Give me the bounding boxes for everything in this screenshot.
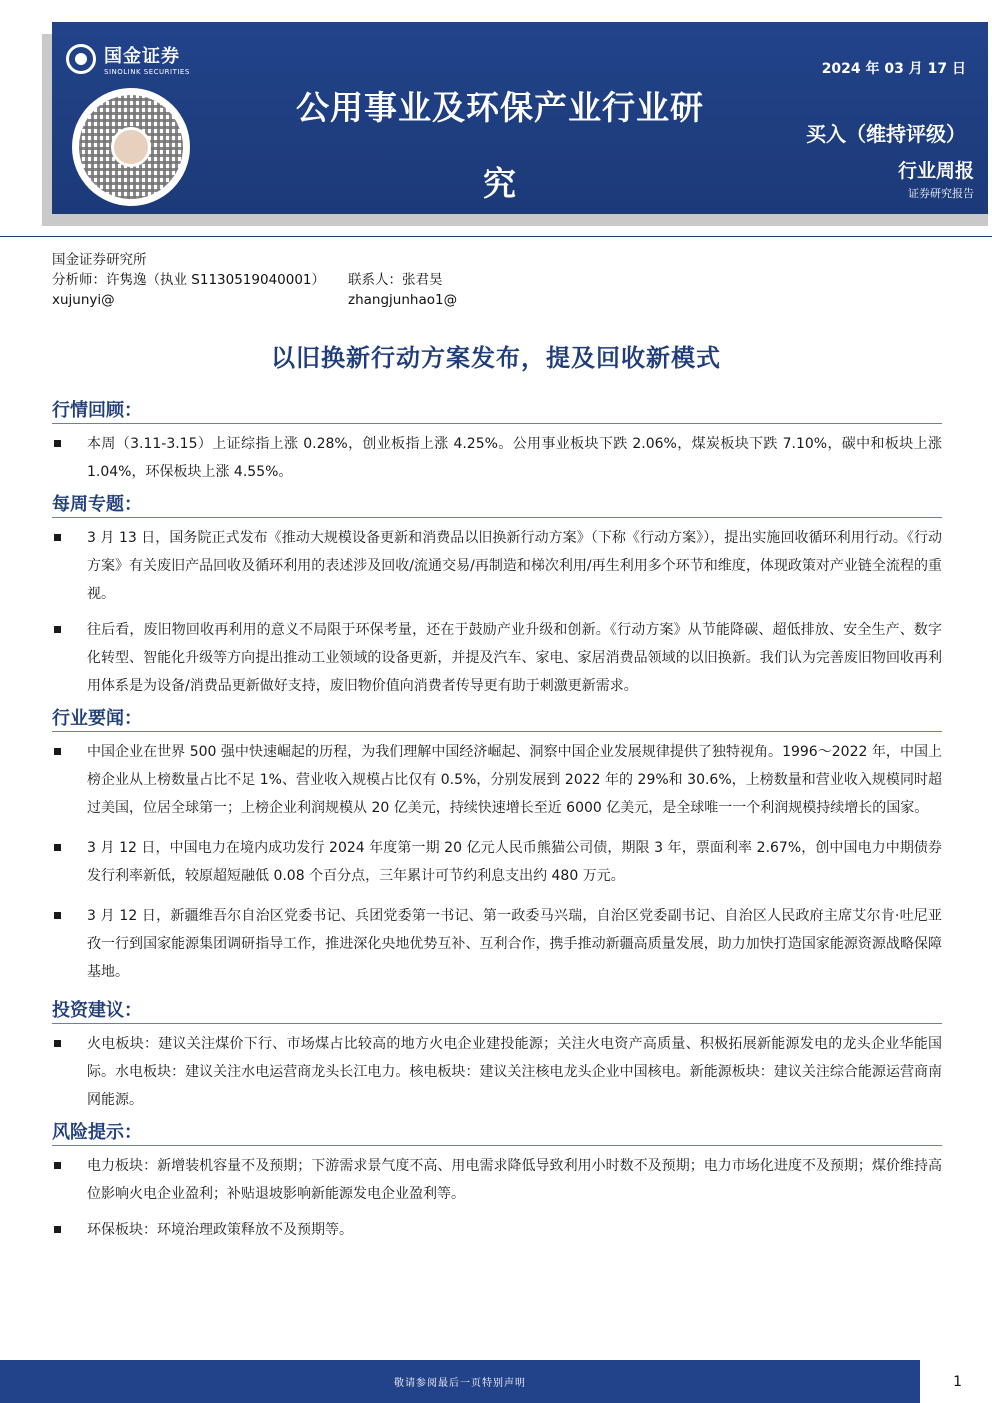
section-investment-advice: [52, 998, 942, 1114]
list-item: 环保板块：环境治理政策释放不及预期等。: [52, 1216, 942, 1244]
report-content: [52, 392, 942, 1244]
section-title: 每周专题：: [52, 492, 942, 518]
author-block: [52, 250, 458, 310]
section-title: 行业要闻：: [52, 706, 942, 732]
section-risk-warning: [52, 1120, 942, 1244]
qr-center-logo-icon: [111, 127, 151, 167]
section-weekly-topic: [52, 492, 942, 700]
brand-name-en: SINOLINK SECURITIES: [104, 68, 190, 76]
header-banner: [52, 22, 988, 214]
mini-program-qr-code: [72, 88, 190, 206]
list-item: 火电板块：建议关注煤价下行、市场煤占比较高的地方火电企业建投能源；关注火电资产高质量、积极拓展新能源发电的龙头企业华能国际。水电板块：建议关注水电运营商龙头长江电力。核电板块：建议关注核电龙头企业中国核电。新能源板块：建议关注综合能源运营商南网能源。: [52, 1030, 942, 1114]
brand-name-cn: 国金证券: [104, 46, 180, 67]
contact: 联系人：张君昊: [348, 272, 443, 288]
list-item: 3 月 12 日，中国电力在境内成功发行 2024 年度第一期 20 亿元人民币熊猫公司债，期限 3 年，票面利率 2.67%，创中国电力中期债券发行利率新低，较原超短融低 0.08 个百分点，三年累计可节约利息支出约 480 万元。: [52, 834, 942, 890]
footer-disclaimer: 敬请参阅最后一页特别声明: [394, 1378, 526, 1389]
document-title: 以旧换新行动方案发布，提及回收新模式: [271, 344, 721, 372]
section-market-review: [52, 398, 942, 486]
list-item: 往后看，废旧物回收再利用的意义不局限于环保考量，还在于鼓励产业升级和创新。《行动方案》从节能降碳、超低排放、安全生产、数字化转型、智能化升级等方向提出推动工业领域的设备更新，并提及汽车、家电、家居消费品领域的以旧换新。我们认为完善废旧物回收再利用体系是为设备/消费品更新做好支持，废旧物价值向消费者传导更有助于刺激更新需求。: [52, 616, 942, 700]
list-item: 本周（3.11-3.15）上证综指上涨 0.28%，创业板指上涨 4.25%。公用事业板块下跌 2.06%，煤炭板块下跌 7.10%，碳中和板块上涨 1.04%，环保板块上涨 4.55%。: [52, 430, 942, 486]
list-item: 3 月 12 日，新疆维吾尔自治区党委书记、兵团党委第一书记、第一政委马兴瑞，自治区党委副书记、自治区人民政府主席艾尔肯·吐尼亚孜一行到国家能源集团调研指导工作，推进深化央地优势互补、互利合作，携手推动新疆高质量发展，助力加快打造国家能源资源战略保障基地。: [52, 902, 942, 986]
rating: 买入（维持评级）: [806, 122, 966, 146]
footer-bar: [0, 1360, 920, 1403]
contact-email[interactable]: zhangjunhao1@: [348, 292, 458, 308]
institute: 国金证券研究所: [52, 252, 147, 268]
list-item: 电力板块：新增装机容量不及预期；下游需求景气度不高、用电需求降低导致利用小时数不及预期；电力市场化进度不及预期；煤价维持高位影响火电企业盈利；补贴退坡影响新能源发电企业盈利等。: [52, 1152, 942, 1208]
brand-logo: [66, 42, 190, 76]
brand-logo-icon: [66, 44, 96, 74]
report-title-line1: 公用事业及环保产业行业研: [296, 88, 704, 127]
list-item: 3 月 13 日，国务院正式发布《推动大规模设备更新和消费品以旧换新行动方案》（下称《行动方案》），提出实施回收循环利用行动。《行动方案》有关废旧产品回收及循环利用的表述涉及回收/流通交易/再制造和梯次利用/再生利用多个环节和维度，体现政策对产业链全流程的重视。: [52, 524, 942, 608]
report-date: 2024 年 03 月 17 日: [821, 61, 966, 77]
report-subtype: 证券研究报告: [908, 187, 974, 200]
section-title: 行情回顾：: [52, 398, 942, 424]
analyst-email[interactable]: xujunyi@: [52, 292, 115, 308]
header-divider: [0, 236, 992, 237]
section-industry-news: [52, 706, 942, 986]
page-number: 1: [953, 1374, 962, 1390]
section-title: 风险提示：: [52, 1120, 942, 1146]
report-title-line2: 究: [483, 164, 517, 203]
section-title: 投资建议：: [52, 998, 942, 1024]
report-title: [270, 70, 730, 222]
report-type: 行业周报: [897, 160, 974, 182]
list-item: 中国企业在世界 500 强中快速崛起的历程，为我们理解中国经济崛起、洞察中国企业发展规律提供了独特视角。1996～2022 年，中国上榜企业从上榜数量占比不足 1%、营业收入规模占比仅有 0.5%，分别发展到 2022 年的 29%和 30.6%，上榜数量和营业收入规模同时超过美国，位居全球第一；上榜企业利润规模从 20 亿美元，持续快速增长至近 6000 亿美元，是全球唯一一个利润规模持续增长的国家。: [52, 738, 942, 822]
analyst: 分析师：许隽逸（执业 S1130519040001）: [52, 272, 326, 288]
